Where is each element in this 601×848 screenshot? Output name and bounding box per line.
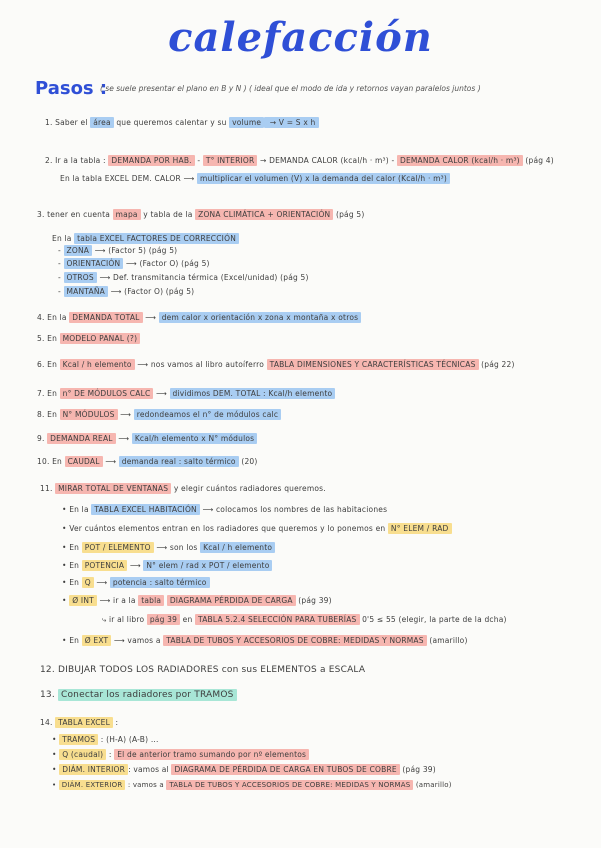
step-7: 7. En n° DE MÓDULOS CALC ⟶ dividimos DEM. TOTAL : Kcal/h elemento (37, 389, 335, 398)
steps-note: ( se suele presentar el plano en B y N ) ( ideal que el modo de ida y retornos vayan paralelos juntos ) (100, 84, 481, 93)
page-title: calefacción (168, 14, 433, 61)
step-11-pot-elemento: • En POT / ELEMENTO ⟶ son los Kcal / h elemento (62, 543, 275, 552)
step-3-montana: - MANTAÑA ⟶ (Factor O) (pág 5) (58, 287, 195, 296)
step-12: 12. DIBUJAR TODOS LOS RADIADORES con sus ELEMENTOS a ESCALA (40, 665, 366, 675)
step-1: 1. Saber el área que queremos calentar y su volume → V = S x h (45, 118, 319, 127)
step-3-excel: En la tabla EXCEL FACTORES DE CORRECCIÓN (52, 234, 239, 243)
step-11-potencia: • En POTENCIA ⟶ N° elem / rad x POT / elemento (62, 561, 272, 570)
step-14-diam-int: • DIÁM. INTERIOR : vamos al DIAGRAMA DE PÉRDIDA DE CARGA EN TUBOS DE COBRE (pág 39) (52, 765, 436, 774)
step-5: 5. En MODELO PANAL (?) (37, 334, 140, 343)
steps-heading: Pasos : (35, 78, 108, 99)
step-6: 6. En Kcal / h elemento ⟶ nos vamos al libro autoíferro TABLA DIMENSIONES Y CARACTERÍSTICAS TÉCNICAS (pág 22) (37, 360, 515, 369)
step-3-zona: - ZONA ⟶ (Factor 5) (pág 5) (58, 246, 178, 255)
step-14-diam-ext: • DIÁM. EXTERIOR : vamos a TABLA DE TUBOS Y ACCESORIOS DE COBRE: MEDIDAS Y NORMAS (amarillo) (52, 781, 452, 789)
step-11: 11. MIRAR TOTAL DE VENTANAS y elegir cuántos radiadores queremos. (40, 484, 326, 493)
step-2-excel: En la tabla EXCEL DEM. CALOR ⟶ multiplicar el volumen (V) x la demanda del calor (Kcal/h · m³) (60, 174, 450, 183)
step-4: 4. En la DEMANDA TOTAL ⟶ dem calor x orientación x zona x montaña x otros (37, 313, 361, 322)
step-11-elementos: • Ver cuántos elementos entran en los radiadores que queremos y lo ponemos en N° ELEM / RAD (62, 524, 452, 533)
step-11-libro: ⤷ ir al libro pág 39 en TABLA 5.2.4 SELECCIÓN PARA TUBERÍAS 0'5 ≤ 55 (elegir, la parte de la dcha) (102, 615, 507, 624)
step-3: 3. tener en cuenta mapa y tabla de la ZONA CLIMÁTICA + ORIENTACIÓN (pág 5) (37, 210, 365, 219)
step-14-tramos: • TRAMOS : (H-A) (A-B) ... (52, 735, 159, 744)
step-8: 8. En N° MÓDULOS ⟶ redondeamos el n° de módulos calc (37, 410, 281, 419)
step-9: 9. DEMANDA REAL ⟶ Kcal/h elemento x N° módulos (37, 434, 257, 443)
step-11-diam-int: • Ø INT ⟶ ir a la tabla DIAGRAMA PÉRDIDA DE CARGA (pág 39) (62, 596, 332, 605)
step-10: 10. En CAUDAL ⟶ demanda real : salto térmico (20) (37, 457, 258, 466)
step-14-caudal: • Q (caudal) : El de anterior tramo sumando por nº elementos (52, 750, 309, 759)
step-11-habitacion: • En la TABLA EXCEL HABITACIÓN ⟶ colocamos los nombres de las habitaciones (62, 505, 388, 514)
step-11-q: • En Q ⟶ potencia : salto térmico (62, 578, 210, 587)
step-3-otros: - OTROS ⟶ Def. transmitancia térmica (Excel/unidad) (pág 5) (58, 273, 309, 282)
step-13: 13. Conectar los radiadores por TRAMOS (40, 690, 237, 700)
step-2: 2. Ir a la tabla : DEMANDA POR HAB. - T° INTERIOR → DEMANDA CALOR (kcal/h · m³) - DEMANDA CALOR (kcal/h · m³) (pág 4) (45, 156, 554, 165)
step-14: 14. TABLA EXCEL : (40, 718, 119, 727)
step-11-diam-ext: • En Ø EXT ⟶ vamos a TABLA DE TUBOS Y ACCESORIOS DE COBRE: MEDIDAS Y NORMAS (amarillo) (62, 636, 468, 645)
step-3-orientacion: - ORIENTACIÓN ⟶ (Factor O) (pág 5) (58, 259, 210, 268)
